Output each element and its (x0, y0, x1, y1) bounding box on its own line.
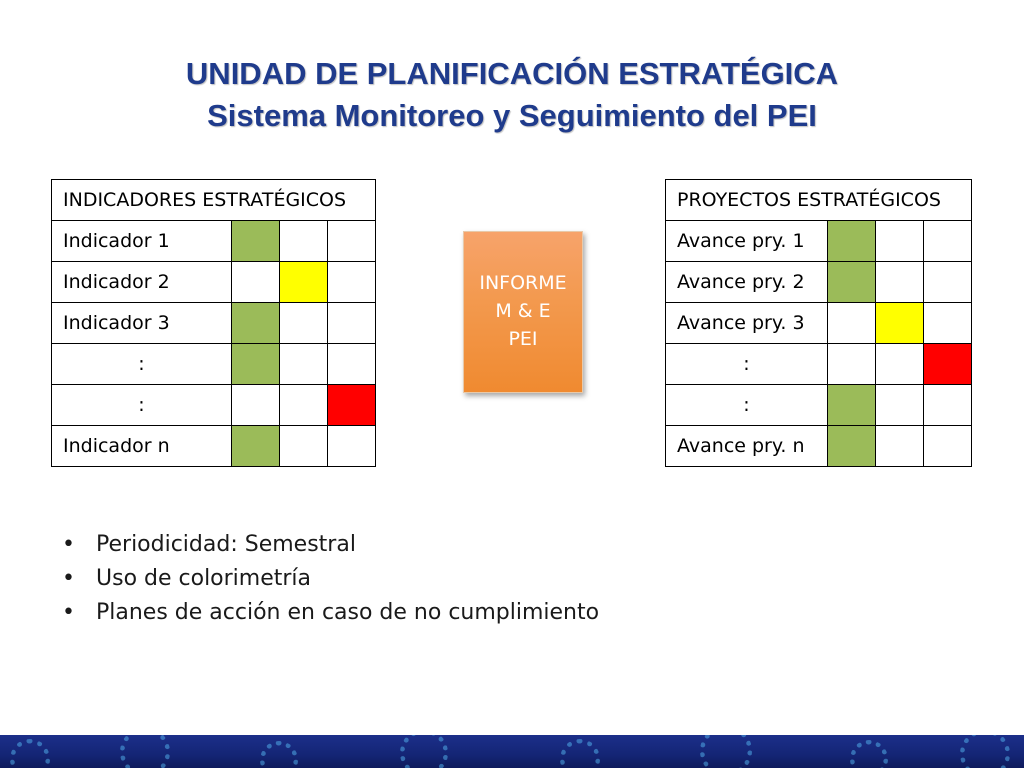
row-label: : (666, 385, 828, 426)
status-cell-yellow (280, 262, 328, 303)
status-cell-green (232, 344, 280, 385)
slide-title: UNIDAD DE PLANIFICACIÓN ESTRATÉGICA (185, 56, 839, 91)
row-label: Avance pry. n (666, 426, 828, 467)
status-cell-empty (328, 303, 376, 344)
status-cell-empty (924, 426, 972, 467)
indicadores-table (51, 179, 376, 467)
status-cell-empty (924, 303, 972, 344)
table-row (666, 262, 972, 303)
status-cell-empty (828, 344, 876, 385)
status-cell-empty (280, 303, 328, 344)
table-row (666, 344, 972, 385)
status-cell-green (828, 426, 876, 467)
status-cell-empty (924, 262, 972, 303)
row-label: Indicador 1 (52, 221, 232, 262)
indicadores-header: INDICADORES ESTRATÉGICOS (52, 180, 376, 221)
status-cell-green (232, 426, 280, 467)
status-cell-green (232, 221, 280, 262)
gears-icon (850, 740, 888, 768)
table-row (52, 221, 376, 262)
gears-icon (700, 735, 752, 768)
proyectos-header: PROYECTOS ESTRATÉGICOS (666, 180, 972, 221)
informe-line-3: PEI (508, 328, 538, 350)
row-label: Avance pry. 1 (666, 221, 828, 262)
table-row (666, 385, 972, 426)
row-label: : (52, 385, 232, 426)
bullet-list (62, 528, 599, 630)
gears-icon (10, 739, 50, 768)
bullet-icon: • (62, 566, 75, 591)
informe-line-1: INFORME (479, 272, 567, 294)
status-cell-empty (328, 426, 376, 467)
status-cell-empty (876, 426, 924, 467)
status-cell-empty (280, 221, 328, 262)
row-label: Avance pry. 2 (666, 262, 828, 303)
table-row (52, 344, 376, 385)
bullet-item (62, 528, 599, 562)
bullet-text: Periodicidad: Semestral (96, 532, 356, 557)
footer-gears-band (0, 735, 1024, 768)
table-row (52, 262, 376, 303)
status-cell-green (828, 385, 876, 426)
status-cell-empty (280, 344, 328, 385)
status-cell-green (828, 221, 876, 262)
status-cell-empty (232, 385, 280, 426)
gears-icon (560, 739, 600, 768)
status-cell-green (828, 262, 876, 303)
table-header-row (666, 180, 972, 221)
bullet-text: Planes de acción en caso de no cumplimiento (96, 600, 600, 625)
status-cell-empty (280, 385, 328, 426)
status-cell-empty (924, 385, 972, 426)
informe-line-2: M & E (495, 300, 551, 322)
status-cell-empty (280, 426, 328, 467)
row-label: Indicador 2 (52, 262, 232, 303)
table-row (52, 385, 376, 426)
status-cell-empty (876, 385, 924, 426)
table-row (666, 426, 972, 467)
status-cell-empty (924, 221, 972, 262)
row-label: Indicador 3 (52, 303, 232, 344)
status-cell-green (232, 303, 280, 344)
status-cell-empty (876, 221, 924, 262)
status-cell-red (924, 344, 972, 385)
row-label: : (52, 344, 232, 385)
gears-icon (260, 741, 298, 768)
status-cell-empty (876, 344, 924, 385)
gears-icon (400, 735, 448, 768)
status-cell-empty (828, 303, 876, 344)
gears-icon (120, 735, 170, 768)
status-cell-empty (328, 262, 376, 303)
table-row (666, 221, 972, 262)
gears-icon (960, 735, 1010, 768)
status-cell-red (328, 385, 376, 426)
bullet-item (62, 596, 599, 630)
row-label: Indicador n (52, 426, 232, 467)
bullet-icon: • (62, 600, 75, 625)
table-row (52, 426, 376, 467)
bullet-item (62, 562, 599, 596)
status-cell-empty (328, 344, 376, 385)
row-label: : (666, 344, 828, 385)
status-cell-yellow (876, 303, 924, 344)
slide-subtitle: Sistema Monitoreo y Seguimiento del PEI (207, 98, 817, 133)
informe-box (463, 231, 583, 393)
table-header-row (52, 180, 376, 221)
proyectos-table (665, 179, 972, 467)
status-cell-empty (328, 221, 376, 262)
bullet-icon: • (62, 532, 75, 557)
status-cell-empty (876, 262, 924, 303)
table-row (52, 303, 376, 344)
status-cell-empty (232, 262, 280, 303)
row-label: Avance pry. 3 (666, 303, 828, 344)
bullet-text: Uso de colorimetría (96, 566, 312, 591)
table-row (666, 303, 972, 344)
